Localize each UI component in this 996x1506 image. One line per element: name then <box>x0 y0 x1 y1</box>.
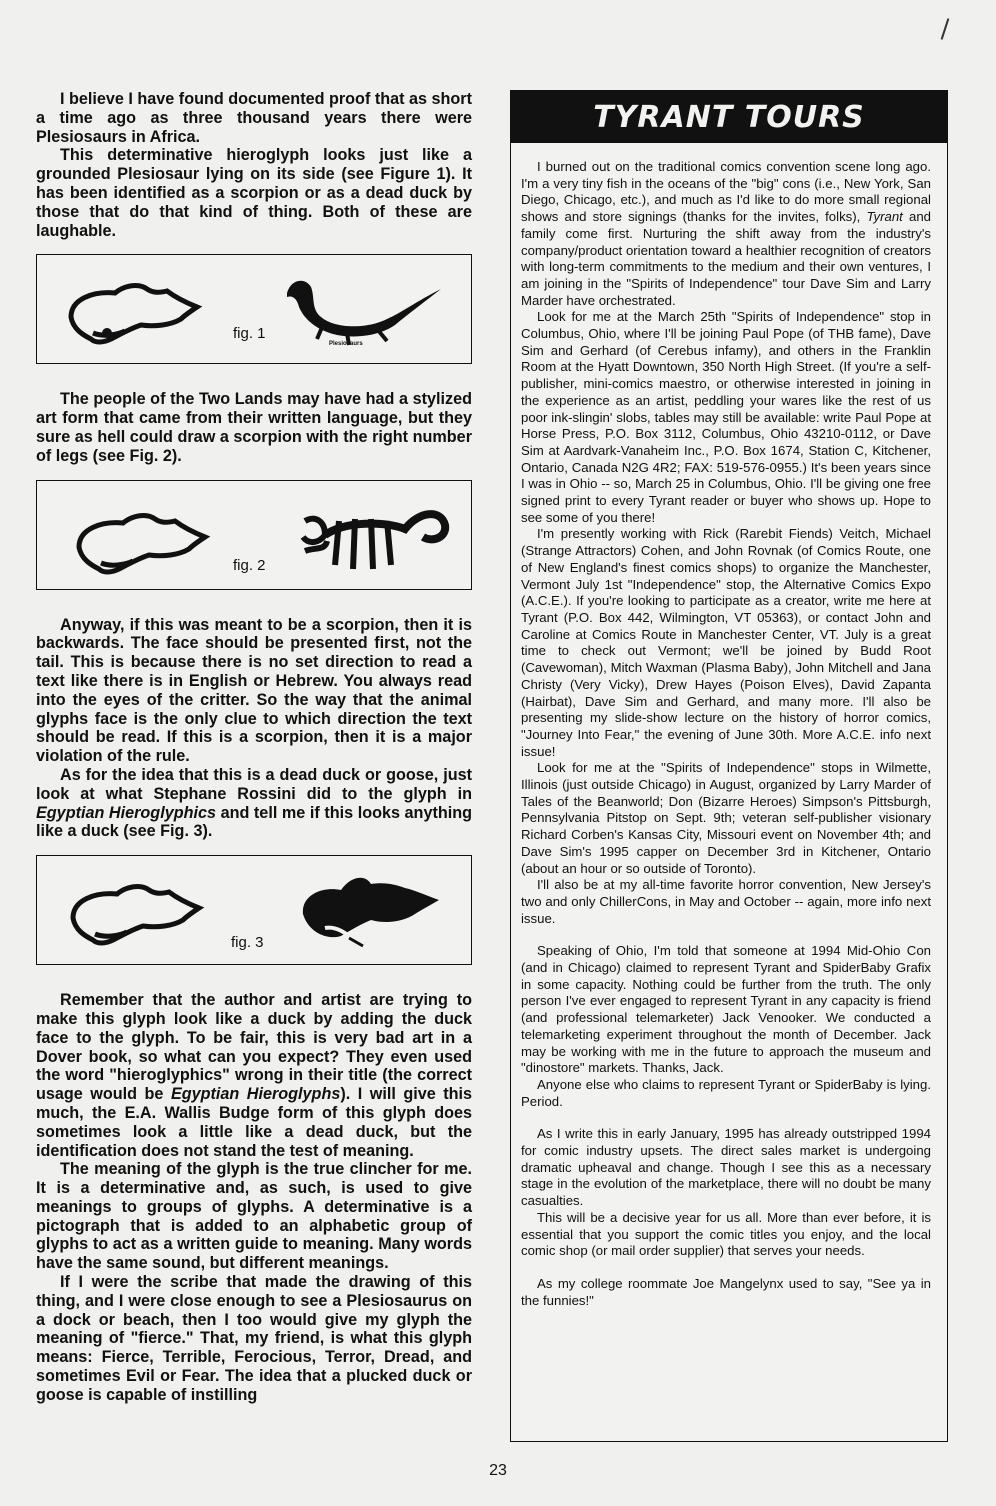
paragraph: I'm presently working with Rick (Rarebit Fiends) Veitch, Michael (Strange Attractors) Cohen, and John Rovnak (of Comics Route, one of New England's finest comics shops) to organize the Manchester, Vermont July 1st "Independence" stop, the Alternative Comics Expo (A.C.E.). If you're looking to participate as a creator, write me here at Tyrant (P.O. Box 442, Wilmington, VT 05363), or contact John and Caroline at Comics Route in Manchester Center, VT. July is a great time to check out Vermont; we'll be joined by Budd Root (Cavewoman), Mitch Waxman (Plasma Baby), John Mitchell and Jana Christy (Very Vicky), Drew Hayes (Poison Elves), David Zapanta (Hairbat), Dave Sim and Gerhard, and many more. I'll also be presenting my slide-show lecture on the history of horror comics, "Journey Into Fear," the evening of June 30th. More A.C.E. info next issue! <box>521 526 931 759</box>
paragraph <box>36 991 472 1160</box>
stray-mark <box>941 18 950 40</box>
sidebar-text <box>511 143 947 1309</box>
paragraph: As I write this in early January, 1995 has already outstripped 1994 for comic industry upsets. The direct sales market is undergoing dramatic upheaval and change. Though I see this as a necessary stage in the evolution of the marketplace, there will no doubt be many casualties. <box>521 1126 931 1209</box>
figure-caption: Plesiosaurs <box>329 341 363 348</box>
glyph-illustration <box>71 507 221 579</box>
figure-3 <box>36 855 472 965</box>
publication-title: Tyrant <box>866 209 903 225</box>
page-number: 23 <box>489 1462 507 1479</box>
paragraph: Anyway, if this was meant to be a scorpion, then it is backwards. The face should be presented first, not the tail. This is because there is no set direction to read a text like there is in English or Hebrew. You always read into the eyes of the critter. So the way that the animal glyphs face is the only clue to which direction the text should be read. If this is a scorpion, then it is a major violation of the rule. <box>36 615 472 766</box>
text-run: As for the idea that this is a dead duck or goose, just look at what Stephane Rossini did to the glyph in <box>36 765 472 803</box>
sidebar-box <box>510 90 948 1442</box>
paragraph <box>36 766 472 841</box>
figure-label: fig. 3 <box>231 934 264 952</box>
paragraph: Look for me at the March 25th "Spirits of Independence" stop in Columbus, Ohio, where I'll be joining Paul Pope (of THB fame), Dave Sim and Gerhard (of Cerebus infamy), and others in the Franklin Room at the Hyatt Downtown, 350 North High Street. (If you're a self-publisher, mini-comics maestro, or otherwise interested in joining in the experience as an artist, peddling your wares like the rest of us poor ink-slingin' slobs, tables may still be available: write Paul Pope at Horse Press, P.O. Box 3112, Columbus, Ohio 43210-0112, or Dave Sim at Aardvark-Vanaheim Inc., P.O. Box 1674, Station C, Kitchener, Ontario, Canada N2G 4R2; FAX: 519-576-0955.) It's been years since I was in Ohio -- so, March 25 in Columbus, Ohio. I'll be giving one free signed print to every Tyrant reader or buyer who shows up. Hope to see some of you there! <box>521 309 931 525</box>
figure-2 <box>36 480 472 590</box>
paragraph: Look for me at the "Spirits of Independence" stops in Wilmette, Illinois (just outside Chicago) in August, organized by Larry Marder of Tales of the Beanworld; Don (Bizarre Heroes) Simpson's Pittsburgh, Pennsylvania Pitstop on Sept. 9th; veteran self-publisher visionary Richard Corben's Kansas City, Missouri event on November 4th; and Dave Sim's 1995 capper on December 3rd in Kitchener, Ontario (about an hour or so outside of Toronto). <box>521 760 931 876</box>
figure-label: fig. 1 <box>233 325 266 343</box>
article-column <box>36 90 472 1405</box>
book-title: Egyptian Hieroglyphics <box>36 803 216 822</box>
text-run: I burned out on the traditional comics convention scene long ago. I'm a very tiny fish in the oceans of the "big" cons (i.e., New York, San Diego, Chicago, etc.), and much as I'd like to do more small regional shows and store signings (thanks for the invites, folks), <box>521 159 931 225</box>
paragraph: The meaning of the glyph is the true clincher for me. It is a determinative and, as such, is used to give meanings to groups of glyphs. A determinative is a pictograph that is added to an alphabetic group of glyphs to act as a written guide to meaning. Many words have the same sound, but different meanings. <box>36 1160 472 1273</box>
paragraph: This determinative hieroglyph looks just like a grounded Plesiosaur lying on its side (see Figure 1). It has been identified as a scorpion or as a dead duck by those that do that kind of thing. Both of these are laughable. <box>36 146 472 240</box>
paragraph: As my college roommate Joe Mangelynx used to say, "See ya in the funnies!" <box>521 1276 931 1308</box>
paragraph: The people of the Two Lands may have had a stylized art form that came from their written language, but they sure as hell could draw a scorpion with the right number of legs (see Fig. 2). <box>36 390 472 465</box>
sidebar-title: TYRANT TOURS <box>511 91 947 143</box>
glyph-illustration <box>63 277 213 349</box>
paragraph: I believe I have found documented proof that as short a time ago as three thousand years there were Plesiosaurs in Africa. <box>36 90 472 146</box>
figure-label: fig. 2 <box>233 556 266 574</box>
paragraph: If I were the scribe that made the drawing of this thing, and I were close enough to see a Plesiosaurus on a dock or beach, then I too would give my glyph the meaning of "fierce." That, my friend, is what this glyph means: Fierce, Terrible, Ferocious, Terror, Dread, and sometimes Evil or Fear. The idea that a plucked duck or goose is capable of instilling <box>36 1273 472 1404</box>
glyph-illustration <box>65 878 215 950</box>
text-run: and tell me if this looks anything like a duck (see Fig. 3). <box>36 803 472 841</box>
paragraph: This will be a decisive year for us all. More than ever before, it is essential that you support the comic titles you enjoy, and the local comic shop (or mail order supplier) that serves your needs. <box>521 1209 931 1259</box>
paragraph: I'll also be at my all-time favorite horror convention, New Jersey's two and only ChillerCons, in May and October -- again, more info next issue. <box>521 877 931 926</box>
scorpion-illustration <box>295 491 455 577</box>
text-run: ). I will give this much, the E.A. Wallis Budge form of this glyph does sometimes look a little like a dead duck, but the identification does not stand the test of meaning. <box>36 1085 472 1160</box>
paragraph: Anyone else who claims to represent Tyrant or SpiderBaby is lying. Period. <box>521 1076 931 1109</box>
paragraph: Speaking of Ohio, I'm told that someone at 1994 Mid-Ohio Con (and in Chicago) claimed to represent Tyrant and SpiderBaby Grafix in some capacity. Nothing could be further from the truth. The only person I've ever engaged to represent Tyrant in any capacity is friend (and professional telemarketer) Jack Venooker. We conducted a telemarketing experiment throughout the month of December. Jack may be working with me in the future to approach the museum and "dinostore" markets. Thanks, Jack. <box>521 943 931 1076</box>
text-run: Remember that the author and artist are trying to make this glyph look like a duck by adding the duck face to the glyph. To be fair, this is very bad art in a Dover book, so what can you expect? They even used the word "hieroglyphics" wrong in their title (the correct usage would be <box>36 991 472 1104</box>
duck-glyph-illustration <box>295 870 445 950</box>
book-title: Egyptian Hieroglyphs <box>170 1085 341 1104</box>
paragraph <box>521 159 931 309</box>
text-run: and family come first. Nurturing the shift away from the industry's company/product orientation toward a healthier recognition of creators with long-term commitments to the medium and their own ventures, I am joining in the "Spirits of Independence" tour Dave Sim and Larry Marder have orchestrated. <box>521 209 931 308</box>
figure-1 <box>36 254 472 364</box>
